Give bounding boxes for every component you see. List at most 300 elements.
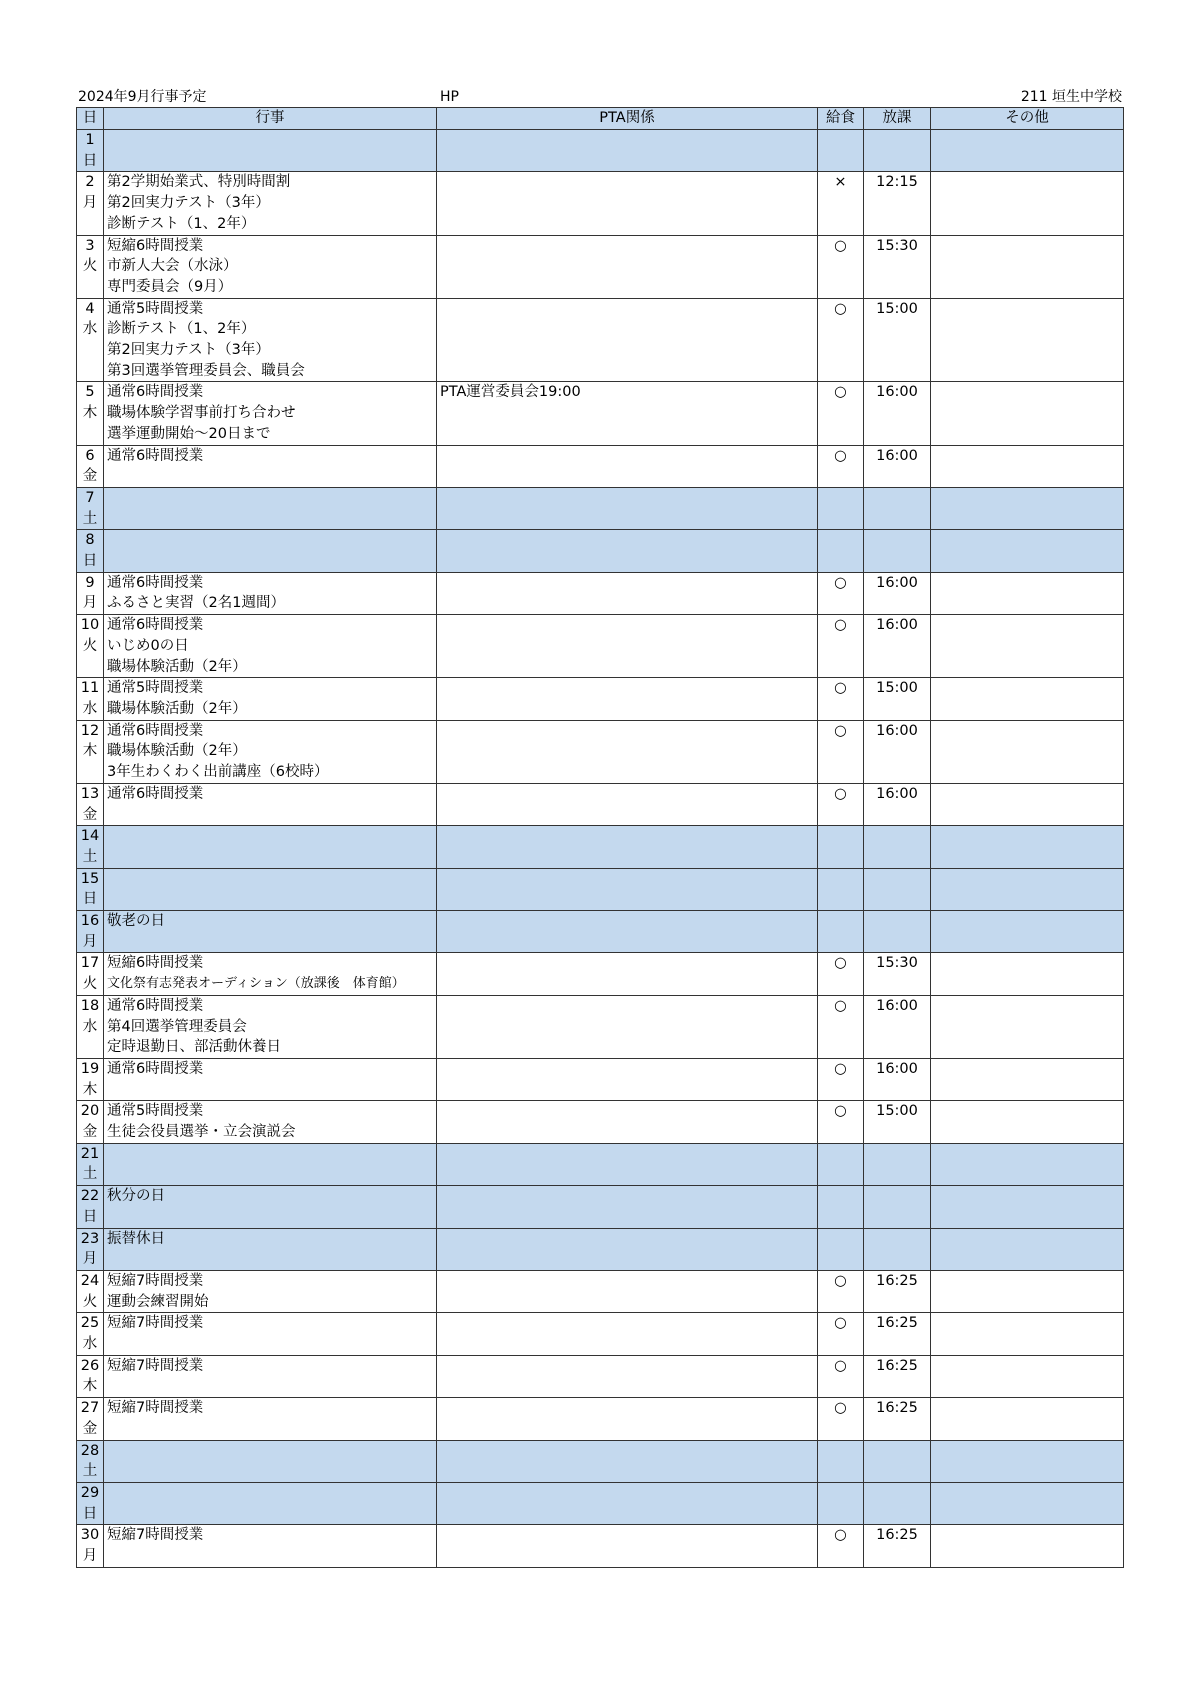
pta-cell bbox=[437, 995, 818, 1058]
day-of-week: 火 bbox=[82, 637, 98, 654]
dismissal-cell: 16:00 bbox=[864, 995, 931, 1058]
lunch-cell bbox=[818, 530, 864, 572]
day-cell bbox=[77, 298, 104, 382]
table-row bbox=[77, 1525, 1124, 1567]
events-cell bbox=[104, 1101, 437, 1143]
lunch-cell: ○ bbox=[818, 783, 864, 825]
pta-cell bbox=[437, 1313, 818, 1355]
events-cell bbox=[104, 868, 437, 910]
day-number: 21 bbox=[80, 1145, 100, 1162]
day-number: 12 bbox=[80, 722, 100, 739]
day-of-week: 月 bbox=[82, 195, 98, 212]
col-header-pta: PTA関係 bbox=[437, 108, 818, 130]
lunch-cell bbox=[818, 130, 864, 172]
dismissal-cell: 16:00 bbox=[864, 615, 931, 678]
event-line: 文化祭有志発表オーディション（放課後 体育館） bbox=[107, 976, 405, 992]
dismissal-cell bbox=[864, 130, 931, 172]
pta-cell bbox=[437, 1270, 818, 1312]
table-row bbox=[77, 1058, 1124, 1100]
table-row bbox=[77, 1228, 1124, 1270]
day-number: 16 bbox=[80, 913, 100, 930]
events-cell bbox=[104, 235, 437, 298]
day-number: 18 bbox=[80, 997, 100, 1014]
day-number: 1 bbox=[85, 132, 95, 148]
dismissal-cell: 16:00 bbox=[864, 572, 931, 614]
table-header-row bbox=[77, 108, 1124, 130]
dismissal-cell: 16:00 bbox=[864, 445, 931, 487]
event-line: 敬老の日 bbox=[107, 913, 165, 930]
table-row bbox=[77, 1313, 1124, 1355]
day-cell bbox=[77, 1101, 104, 1143]
pta-cell bbox=[437, 1398, 818, 1440]
event-line: 市新人大会（水泳） bbox=[107, 258, 238, 275]
other-cell bbox=[931, 130, 1124, 172]
pta-cell bbox=[437, 487, 818, 529]
day-cell bbox=[77, 445, 104, 487]
day-number: 10 bbox=[80, 617, 100, 634]
day-of-week: 水 bbox=[82, 1336, 98, 1353]
event-line: 職場体験学習事前打ち合わせ bbox=[107, 405, 296, 422]
day-cell bbox=[77, 572, 104, 614]
pta-cell bbox=[437, 826, 818, 868]
lunch-cell bbox=[818, 1440, 864, 1482]
dismissal-cell bbox=[864, 1440, 931, 1482]
day-cell bbox=[77, 868, 104, 910]
day-cell bbox=[77, 826, 104, 868]
day-of-week: 木 bbox=[82, 1081, 98, 1098]
other-cell bbox=[931, 487, 1124, 529]
other-cell bbox=[931, 720, 1124, 783]
dismissal-cell bbox=[864, 826, 931, 868]
table-row bbox=[77, 783, 1124, 825]
dismissal-cell: 16:25 bbox=[864, 1355, 931, 1397]
lunch-cell: ○ bbox=[818, 1313, 864, 1355]
other-cell bbox=[931, 1228, 1124, 1270]
day-number: 19 bbox=[80, 1060, 100, 1077]
other-cell bbox=[931, 382, 1124, 445]
day-of-week: 金 bbox=[82, 806, 98, 823]
lunch-cell bbox=[818, 911, 864, 953]
dismissal-cell bbox=[864, 1143, 931, 1185]
lunch-cell bbox=[818, 487, 864, 529]
day-number: 27 bbox=[80, 1400, 100, 1417]
day-of-week: 火 bbox=[82, 976, 98, 993]
event-line: 第3回選挙管理委員会、職員会 bbox=[107, 362, 305, 379]
events-cell bbox=[104, 530, 437, 572]
other-cell bbox=[931, 1143, 1124, 1185]
event-line: 通常6時間授業 bbox=[107, 447, 204, 464]
day-of-week: 月 bbox=[82, 1548, 98, 1565]
other-cell bbox=[931, 1483, 1124, 1525]
day-of-week: 木 bbox=[82, 743, 98, 760]
events-cell bbox=[104, 445, 437, 487]
day-of-week: 木 bbox=[82, 1378, 98, 1395]
other-cell bbox=[931, 572, 1124, 614]
pta-cell bbox=[437, 1101, 818, 1143]
day-cell bbox=[77, 953, 104, 995]
other-cell bbox=[931, 235, 1124, 298]
event-line: 秋分の日 bbox=[107, 1188, 165, 1205]
day-number: 2 bbox=[85, 174, 95, 191]
table-row bbox=[77, 995, 1124, 1058]
pta-cell bbox=[437, 911, 818, 953]
pta-cell bbox=[437, 235, 818, 298]
other-cell bbox=[931, 1525, 1124, 1567]
day-cell bbox=[77, 530, 104, 572]
events-cell bbox=[104, 172, 437, 235]
table-row bbox=[77, 1355, 1124, 1397]
table-row bbox=[77, 382, 1124, 445]
day-of-week: 金 bbox=[82, 468, 98, 485]
event-line: 短縮6時間授業 bbox=[107, 955, 204, 972]
lunch-cell bbox=[818, 1186, 864, 1228]
events-cell bbox=[104, 382, 437, 445]
lunch-cell: ○ bbox=[818, 678, 864, 720]
day-of-week: 日 bbox=[82, 152, 98, 169]
event-line: 運動会練習開始 bbox=[107, 1293, 209, 1310]
dismissal-cell: 16:25 bbox=[864, 1525, 931, 1567]
day-cell bbox=[77, 172, 104, 235]
dismissal-cell: 16:00 bbox=[864, 1058, 931, 1100]
event-line: 第4回選挙管理委員会 bbox=[107, 1018, 247, 1035]
event-line: 通常6時間授業 bbox=[107, 785, 204, 802]
day-number: 13 bbox=[80, 785, 100, 802]
lunch-cell: ○ bbox=[818, 1398, 864, 1440]
other-cell bbox=[931, 953, 1124, 995]
table-row bbox=[77, 445, 1124, 487]
event-line: 通常6時間授業 bbox=[107, 722, 204, 739]
events-cell bbox=[104, 1186, 437, 1228]
event-line: 専門委員会（9月） bbox=[107, 278, 233, 295]
other-cell bbox=[931, 783, 1124, 825]
lunch-cell bbox=[818, 1143, 864, 1185]
day-of-week: 月 bbox=[82, 933, 98, 950]
other-cell bbox=[931, 298, 1124, 382]
event-line: 通常5時間授業 bbox=[107, 300, 204, 317]
events-cell bbox=[104, 783, 437, 825]
table-row bbox=[77, 953, 1124, 995]
day-number: 8 bbox=[85, 532, 95, 549]
events-cell bbox=[104, 487, 437, 529]
events-cell bbox=[104, 1270, 437, 1312]
lunch-cell: ○ bbox=[818, 1355, 864, 1397]
other-cell bbox=[931, 1313, 1124, 1355]
lunch-cell: × bbox=[818, 172, 864, 235]
day-of-week: 金 bbox=[82, 1124, 98, 1141]
day-number: 6 bbox=[85, 447, 95, 464]
day-number: 3 bbox=[85, 237, 95, 254]
day-cell bbox=[77, 783, 104, 825]
event-line: 3年生わくわく出前講座（6校時） bbox=[107, 764, 329, 781]
day-number: 20 bbox=[80, 1103, 100, 1120]
events-cell bbox=[104, 1313, 437, 1355]
events-cell bbox=[104, 720, 437, 783]
dismissal-cell bbox=[864, 530, 931, 572]
dismissal-cell: 16:25 bbox=[864, 1313, 931, 1355]
day-cell bbox=[77, 1270, 104, 1312]
col-header-dismissal: 放課 bbox=[864, 108, 931, 130]
event-line: 短縮7時間授業 bbox=[107, 1357, 204, 1374]
other-cell bbox=[931, 1398, 1124, 1440]
day-number: 30 bbox=[80, 1527, 100, 1544]
event-line: 短縮7時間授業 bbox=[107, 1527, 204, 1544]
events-cell bbox=[104, 911, 437, 953]
other-cell bbox=[931, 530, 1124, 572]
day-of-week: 日 bbox=[82, 553, 98, 570]
lunch-cell: ○ bbox=[818, 953, 864, 995]
dismissal-cell: 12:15 bbox=[864, 172, 931, 235]
day-cell bbox=[77, 1525, 104, 1567]
event-line: 第2回実力テスト（3年） bbox=[107, 342, 270, 359]
table-row bbox=[77, 130, 1124, 172]
day-cell bbox=[77, 911, 104, 953]
event-line: 通常6時間授業 bbox=[107, 384, 204, 401]
schedule-body bbox=[77, 130, 1124, 1568]
day-of-week: 金 bbox=[82, 1420, 98, 1437]
pta-cell bbox=[437, 445, 818, 487]
other-cell bbox=[931, 1058, 1124, 1100]
day-cell bbox=[77, 1313, 104, 1355]
day-number: 15 bbox=[80, 870, 100, 887]
page-title: 2024年9月行事予定 bbox=[78, 89, 207, 105]
pta-cell: PTA運営委員会19:00 bbox=[437, 382, 818, 445]
schedule-table bbox=[76, 107, 1124, 1568]
table-row bbox=[77, 615, 1124, 678]
event-line: 通常6時間授業 bbox=[107, 1060, 204, 1077]
event-line: 通常6時間授業 bbox=[107, 574, 204, 591]
day-of-week: 土 bbox=[82, 510, 98, 527]
events-cell bbox=[104, 1525, 437, 1567]
lunch-cell bbox=[818, 868, 864, 910]
other-cell bbox=[931, 1101, 1124, 1143]
page-header bbox=[78, 87, 1122, 107]
events-cell bbox=[104, 130, 437, 172]
pta-cell bbox=[437, 615, 818, 678]
event-line: 通常6時間授業 bbox=[107, 997, 204, 1014]
events-cell bbox=[104, 615, 437, 678]
day-of-week: 火 bbox=[82, 258, 98, 275]
event-line: 振替休日 bbox=[107, 1230, 165, 1247]
table-row bbox=[77, 911, 1124, 953]
lunch-cell bbox=[818, 1483, 864, 1525]
day-of-week: 土 bbox=[82, 1166, 98, 1183]
day-cell bbox=[77, 382, 104, 445]
events-cell bbox=[104, 1483, 437, 1525]
lunch-cell: ○ bbox=[818, 1525, 864, 1567]
events-cell bbox=[104, 1398, 437, 1440]
event-line: 通常5時間授業 bbox=[107, 1103, 204, 1120]
table-row bbox=[77, 572, 1124, 614]
event-line: 第2回実力テスト（3年） bbox=[107, 195, 270, 212]
other-cell bbox=[931, 1186, 1124, 1228]
table-row bbox=[77, 235, 1124, 298]
day-of-week: 水 bbox=[82, 321, 98, 338]
pta-cell bbox=[437, 298, 818, 382]
day-cell bbox=[77, 1440, 104, 1482]
pta-cell bbox=[437, 783, 818, 825]
lunch-cell: ○ bbox=[818, 298, 864, 382]
pta-cell bbox=[437, 130, 818, 172]
dismissal-cell: 15:00 bbox=[864, 678, 931, 720]
other-cell bbox=[931, 1270, 1124, 1312]
table-row bbox=[77, 1101, 1124, 1143]
day-number: 23 bbox=[80, 1230, 100, 1247]
day-cell bbox=[77, 1228, 104, 1270]
dismissal-cell bbox=[864, 911, 931, 953]
dismissal-cell: 16:25 bbox=[864, 1398, 931, 1440]
day-number: 22 bbox=[80, 1188, 100, 1205]
dismissal-cell: 15:00 bbox=[864, 1101, 931, 1143]
day-number: 29 bbox=[80, 1485, 100, 1501]
day-cell bbox=[77, 487, 104, 529]
dismissal-cell: 16:25 bbox=[864, 1270, 931, 1312]
event-line: 短縮7時間授業 bbox=[107, 1272, 204, 1289]
header-hp-label: HP bbox=[440, 89, 459, 105]
day-cell bbox=[77, 995, 104, 1058]
event-line: 選挙運動開始～20日まで bbox=[107, 425, 271, 442]
dismissal-cell: 16:00 bbox=[864, 720, 931, 783]
events-cell bbox=[104, 1143, 437, 1185]
table-row bbox=[77, 298, 1124, 382]
lunch-cell bbox=[818, 1228, 864, 1270]
table-row bbox=[77, 826, 1124, 868]
day-of-week: 月 bbox=[82, 1251, 98, 1268]
dismissal-cell: 15:30 bbox=[864, 953, 931, 995]
other-cell bbox=[931, 1440, 1124, 1482]
day-cell bbox=[77, 235, 104, 298]
table-row bbox=[77, 1270, 1124, 1312]
pta-cell bbox=[437, 1483, 818, 1525]
dismissal-cell bbox=[864, 1228, 931, 1270]
lunch-cell: ○ bbox=[818, 1101, 864, 1143]
day-of-week: 日 bbox=[82, 1208, 98, 1225]
events-cell bbox=[104, 678, 437, 720]
other-cell bbox=[931, 995, 1124, 1058]
other-cell bbox=[931, 172, 1124, 235]
table-row bbox=[77, 1398, 1124, 1440]
day-of-week: 土 bbox=[82, 1463, 98, 1480]
table-row bbox=[77, 1186, 1124, 1228]
dismissal-cell: 15:30 bbox=[864, 235, 931, 298]
events-cell bbox=[104, 826, 437, 868]
day-of-week: 日 bbox=[82, 1505, 98, 1522]
other-cell bbox=[931, 615, 1124, 678]
day-number: 11 bbox=[80, 680, 100, 697]
day-cell bbox=[77, 615, 104, 678]
event-line: 通常6時間授業 bbox=[107, 617, 204, 634]
pta-cell bbox=[437, 1525, 818, 1567]
pta-cell bbox=[437, 1440, 818, 1482]
school-name: 211 垣生中学校 bbox=[1020, 89, 1122, 105]
lunch-cell bbox=[818, 826, 864, 868]
lunch-cell: ○ bbox=[818, 995, 864, 1058]
event-line: いじめ0の日 bbox=[107, 637, 189, 654]
event-line: 診断テスト（1、2年） bbox=[107, 321, 256, 338]
dismissal-cell bbox=[864, 1483, 931, 1525]
pta-cell bbox=[437, 530, 818, 572]
pta-cell bbox=[437, 1186, 818, 1228]
day-number: 4 bbox=[85, 300, 95, 317]
events-cell bbox=[104, 1355, 437, 1397]
table-row bbox=[77, 530, 1124, 572]
events-cell bbox=[104, 1440, 437, 1482]
day-cell bbox=[77, 1398, 104, 1440]
day-of-week: 土 bbox=[82, 848, 98, 865]
dismissal-cell bbox=[864, 868, 931, 910]
day-of-week: 日 bbox=[82, 891, 98, 908]
dismissal-cell bbox=[864, 487, 931, 529]
pta-cell bbox=[437, 1143, 818, 1185]
events-cell bbox=[104, 572, 437, 614]
lunch-cell: ○ bbox=[818, 235, 864, 298]
table-row bbox=[77, 1440, 1124, 1482]
other-cell bbox=[931, 445, 1124, 487]
event-line: 短縮7時間授業 bbox=[107, 1400, 204, 1417]
event-line: 通常5時間授業 bbox=[107, 680, 204, 697]
pta-cell bbox=[437, 868, 818, 910]
day-number: 28 bbox=[80, 1442, 100, 1459]
table-row bbox=[77, 868, 1124, 910]
lunch-cell: ○ bbox=[818, 1058, 864, 1100]
day-number: 25 bbox=[80, 1315, 100, 1332]
table-row bbox=[77, 487, 1124, 529]
events-cell bbox=[104, 298, 437, 382]
event-line: 診断テスト（1、2年） bbox=[107, 215, 256, 232]
table-row bbox=[77, 1143, 1124, 1185]
day-cell bbox=[77, 720, 104, 783]
event-line: 第2学期始業式、特別時間割 bbox=[107, 174, 291, 191]
pta-cell bbox=[437, 953, 818, 995]
day-cell bbox=[77, 1143, 104, 1185]
day-cell bbox=[77, 678, 104, 720]
dismissal-cell: 16:00 bbox=[864, 382, 931, 445]
table-row bbox=[77, 678, 1124, 720]
pta-cell bbox=[437, 720, 818, 783]
event-line: 生徒会役員選挙・立会演説会 bbox=[107, 1124, 296, 1141]
other-cell bbox=[931, 678, 1124, 720]
other-cell bbox=[931, 1355, 1124, 1397]
pta-cell bbox=[437, 1355, 818, 1397]
pta-cell bbox=[437, 678, 818, 720]
day-cell bbox=[77, 1058, 104, 1100]
event-line: 短縮6時間授業 bbox=[107, 237, 204, 254]
pta-cell bbox=[437, 172, 818, 235]
event-line: 短縮7時間授業 bbox=[107, 1315, 204, 1332]
day-cell bbox=[77, 1483, 104, 1525]
events-cell bbox=[104, 1058, 437, 1100]
events-cell bbox=[104, 995, 437, 1058]
other-cell bbox=[931, 826, 1124, 868]
lunch-cell: ○ bbox=[818, 615, 864, 678]
lunch-cell: ○ bbox=[818, 1270, 864, 1312]
table-row bbox=[77, 720, 1124, 783]
day-number: 7 bbox=[85, 489, 95, 506]
event-line: 職場体験活動（2年） bbox=[107, 700, 247, 717]
day-cell bbox=[77, 1355, 104, 1397]
day-of-week: 火 bbox=[82, 1293, 98, 1310]
day-cell bbox=[77, 130, 104, 172]
col-header-day: 日 bbox=[77, 108, 104, 130]
lunch-cell: ○ bbox=[818, 720, 864, 783]
dismissal-cell bbox=[864, 1186, 931, 1228]
events-cell bbox=[104, 1228, 437, 1270]
pta-cell bbox=[437, 1058, 818, 1100]
day-number: 17 bbox=[80, 955, 100, 972]
other-cell bbox=[931, 868, 1124, 910]
table-row bbox=[77, 172, 1124, 235]
lunch-cell: ○ bbox=[818, 572, 864, 614]
event-line: 職場体験活動（2年） bbox=[107, 743, 247, 760]
